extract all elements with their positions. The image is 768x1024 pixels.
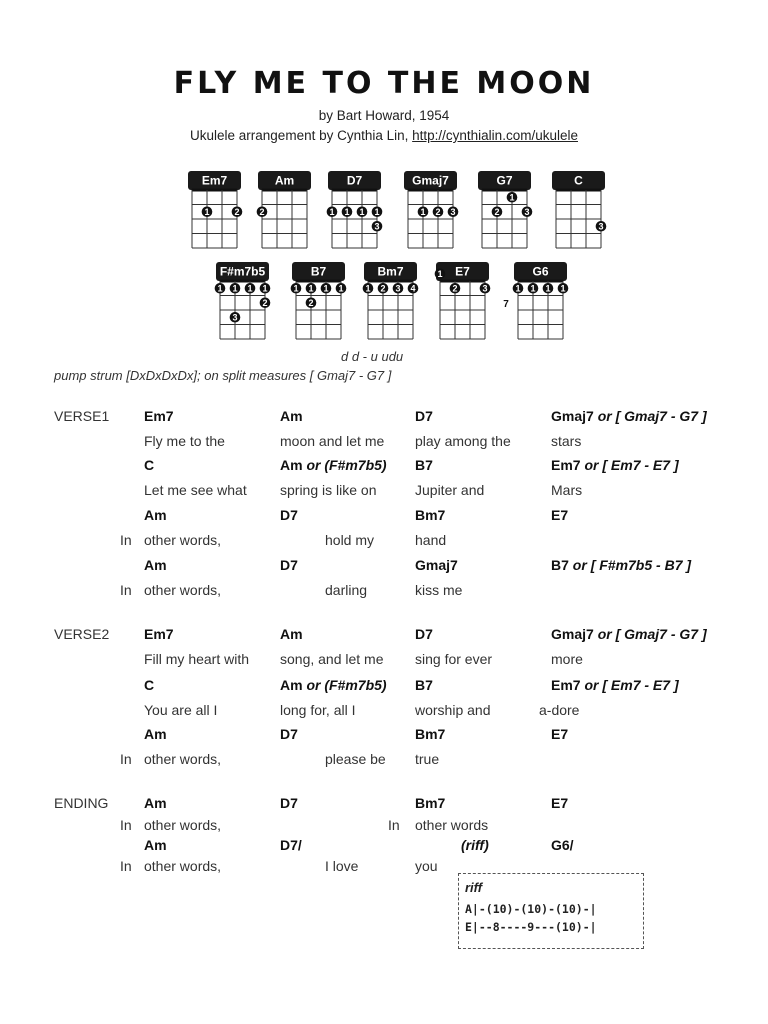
pickup-word: In (120, 532, 132, 548)
chord-or: or (302, 677, 325, 693)
chord-option: Am (280, 677, 303, 693)
lyric-text: other words (415, 817, 489, 833)
chord-symbol (551, 457, 679, 473)
finger-number: 3 (598, 221, 604, 232)
lyric-text: long for, all I (280, 702, 356, 718)
chord-symbol: E7 (551, 507, 569, 523)
arrangement-link[interactable]: http://cynthialin.com/ukulele (412, 128, 578, 143)
fret-number: 7 (503, 298, 509, 310)
lyric-text: please be (325, 751, 386, 767)
finger-number: 2 (259, 207, 265, 218)
riff-title: riff (465, 880, 483, 895)
chord-symbol: B7 (415, 457, 433, 473)
chord-symbol: Am (280, 626, 303, 642)
finger-number: 1 (338, 283, 344, 294)
chord-symbol: Am (144, 726, 167, 742)
finger-number: 1 (374, 207, 380, 218)
chord-name: Gmaj7 (412, 173, 449, 188)
lyric-text: a-dore (539, 702, 580, 718)
riff-tab-line: A|-(10)-(10)-(10)-| (465, 902, 597, 916)
finger-number: 1 (329, 207, 335, 218)
chord-symbol: Bm7 (415, 795, 446, 811)
chord-symbol: D7 (415, 408, 433, 424)
chord-option: [ Gmaj7 - G7 ] (615, 408, 707, 424)
finger-number: 2 (494, 207, 500, 218)
chord-symbol (551, 557, 691, 573)
lyric-text: more (551, 651, 583, 667)
finger-number: 2 (308, 298, 314, 309)
finger-number: 2 (452, 283, 458, 294)
finger-number: 1 (323, 283, 329, 294)
section-label: ENDING (54, 795, 109, 811)
lyric-text: Let me see what (144, 482, 247, 498)
finger-number: 1 (530, 283, 536, 294)
riff-box (458, 873, 644, 949)
chord-symbol: G6/ (551, 837, 574, 853)
chord-symbol (551, 408, 707, 424)
strum-instructions: pump strum [DxDxDxDx]; on split measures [ Gmaj7 - G7 ] (54, 368, 392, 383)
chord-symbol: Am (144, 837, 167, 853)
chord-symbol: E7 (551, 726, 569, 742)
lyric-text: moon and let me (280, 433, 385, 449)
chord-option: Em7 (551, 457, 581, 473)
chord-symbol: C (144, 677, 155, 693)
finger-number: 2 (380, 283, 386, 294)
lyric-text: song, and let me (280, 651, 384, 667)
chord-symbol: Em7 (144, 408, 174, 424)
pickup-word: In (120, 817, 132, 833)
finger-number: 3 (395, 283, 401, 294)
chord-symbol (551, 677, 679, 693)
finger-number: 1 (359, 207, 365, 218)
finger-number: 3 (482, 283, 488, 294)
chord-or: or (580, 677, 603, 693)
strum-pattern-marks: d d - u udu (341, 349, 404, 364)
chord-option: (F#m7b5) (324, 457, 387, 473)
lyric-text: other words, (144, 817, 222, 833)
pickup-word: In (120, 858, 132, 874)
chord-or: or (302, 457, 325, 473)
lyric-text: Mars (551, 482, 583, 498)
chord-or: or (580, 457, 603, 473)
song-title: FLY ME TO THE MOON (173, 66, 595, 101)
lyric-text: Fly me to the (144, 433, 225, 449)
chord-symbol: Am (144, 507, 167, 523)
finger-number: 1 (437, 269, 443, 280)
chord-symbol: Em7 (144, 626, 174, 642)
chord-name: Bm7 (377, 264, 404, 279)
lyric-text: hold my (325, 532, 375, 548)
chord-name: Am (274, 173, 295, 188)
finger-number: 2 (435, 207, 441, 218)
chord-or: or (593, 626, 616, 642)
finger-number: 1 (308, 283, 314, 294)
lyric-text: sing for ever (415, 651, 493, 667)
chord-symbol: Bm7 (415, 726, 446, 742)
lyric-text: other words, (144, 582, 222, 598)
chord-option: [ Em7 - E7 ] (602, 677, 679, 693)
lyric-text: Jupiter and (415, 482, 485, 498)
riff-tab-line: E|--8----9---(10)-| (465, 920, 597, 934)
lyric-text: Fill my heart with (144, 651, 250, 667)
chord-symbol (280, 457, 387, 473)
section-label: VERSE1 (54, 408, 110, 424)
chord-name: D7 (346, 173, 363, 188)
chord-option: Gmaj7 (551, 626, 594, 642)
chord-name: F#m7b5 (219, 264, 266, 279)
chord-option: Em7 (551, 677, 581, 693)
finger-number: 1 (560, 283, 566, 294)
finger-number: 3 (450, 207, 456, 218)
chord-option: [ F#m7b5 - B7 ] (590, 557, 692, 573)
finger-number: 4 (410, 283, 416, 294)
lyric-text: worship and (415, 702, 491, 718)
section-label: VERSE2 (54, 626, 110, 642)
chord-symbol: D7/ (280, 837, 302, 853)
chord-symbol: D7 (280, 557, 298, 573)
finger-number: 1 (365, 283, 371, 294)
byline: by Bart Howard, 1954 (318, 108, 450, 123)
finger-number: 3 (232, 312, 238, 323)
finger-number: 3 (374, 221, 380, 232)
lyric-text: You are all I (144, 702, 218, 718)
chord-option: [ Em7 - E7 ] (602, 457, 679, 473)
finger-number: 2 (234, 207, 240, 218)
lyric-text: play among the (415, 433, 511, 449)
chord-symbol: Gmaj7 (415, 557, 458, 573)
chord-diagrams (0, 0, 768, 345)
pickup-word: In (120, 582, 132, 598)
finger-number: 1 (293, 283, 299, 294)
lyric-text: kiss me (415, 582, 463, 598)
finger-number: 1 (217, 283, 223, 294)
finger-number: 1 (247, 283, 253, 294)
chord-option: [ Gmaj7 - G7 ] (615, 626, 707, 642)
lyric-text: you (415, 858, 438, 874)
finger-number: 1 (262, 283, 268, 294)
chord-symbol: D7 (280, 507, 298, 523)
chord-symbol: Am (144, 557, 167, 573)
chord-or: or (568, 557, 591, 573)
chord-symbol: B7 (415, 677, 433, 693)
chord-symbol: Am (280, 408, 303, 424)
finger-number: 1 (344, 207, 350, 218)
chord-option: (F#m7b5) (324, 677, 387, 693)
chord-symbol: Bm7 (415, 507, 446, 523)
finger-number: 1 (420, 207, 426, 218)
lyric-text: hand (415, 532, 447, 548)
lyric-text: other words, (144, 532, 222, 548)
finger-number: 1 (232, 283, 238, 294)
chord-or: or (593, 408, 616, 424)
finger-number: 2 (262, 298, 268, 309)
chord-option: B7 (551, 557, 569, 573)
chord-symbol: D7 (280, 795, 298, 811)
pickup-word: In (120, 751, 132, 767)
finger-number: 3 (524, 207, 530, 218)
chord-symbol: D7 (280, 726, 298, 742)
chord-option: Gmaj7 (551, 408, 594, 424)
lyric-text: true (415, 751, 440, 767)
chord-symbol: E7 (551, 795, 569, 811)
chord-name: G7 (496, 173, 513, 188)
lyric-text: I love (325, 858, 359, 874)
chord-name: C (574, 173, 583, 188)
chord-symbol: D7 (415, 626, 433, 642)
chord-symbol (280, 677, 387, 693)
chord-name: Em7 (201, 173, 228, 188)
chord-symbol (551, 626, 707, 642)
lyric-text: other words, (144, 751, 222, 767)
finger-number: 1 (545, 283, 551, 294)
chord-symbol: Am (144, 795, 167, 811)
chord-name: B7 (310, 264, 327, 279)
lyric-text: other words, (144, 858, 222, 874)
chord-symbol: (riff) (461, 837, 489, 853)
finger-number: 1 (204, 207, 210, 218)
lyric-text: spring is like on (280, 482, 377, 498)
finger-number: 1 (509, 192, 515, 203)
lyric-text: In (388, 817, 400, 833)
chord-option: Am (280, 457, 303, 473)
lyric-text: stars (551, 433, 582, 449)
chord-name: E7 (455, 264, 470, 279)
arrangement-text: Ukulele arrangement by Cynthia Lin, (190, 128, 413, 143)
chord-name: G6 (532, 264, 549, 279)
chord-symbol: C (144, 457, 155, 473)
lyric-text: darling (325, 582, 368, 598)
finger-number: 1 (515, 283, 521, 294)
